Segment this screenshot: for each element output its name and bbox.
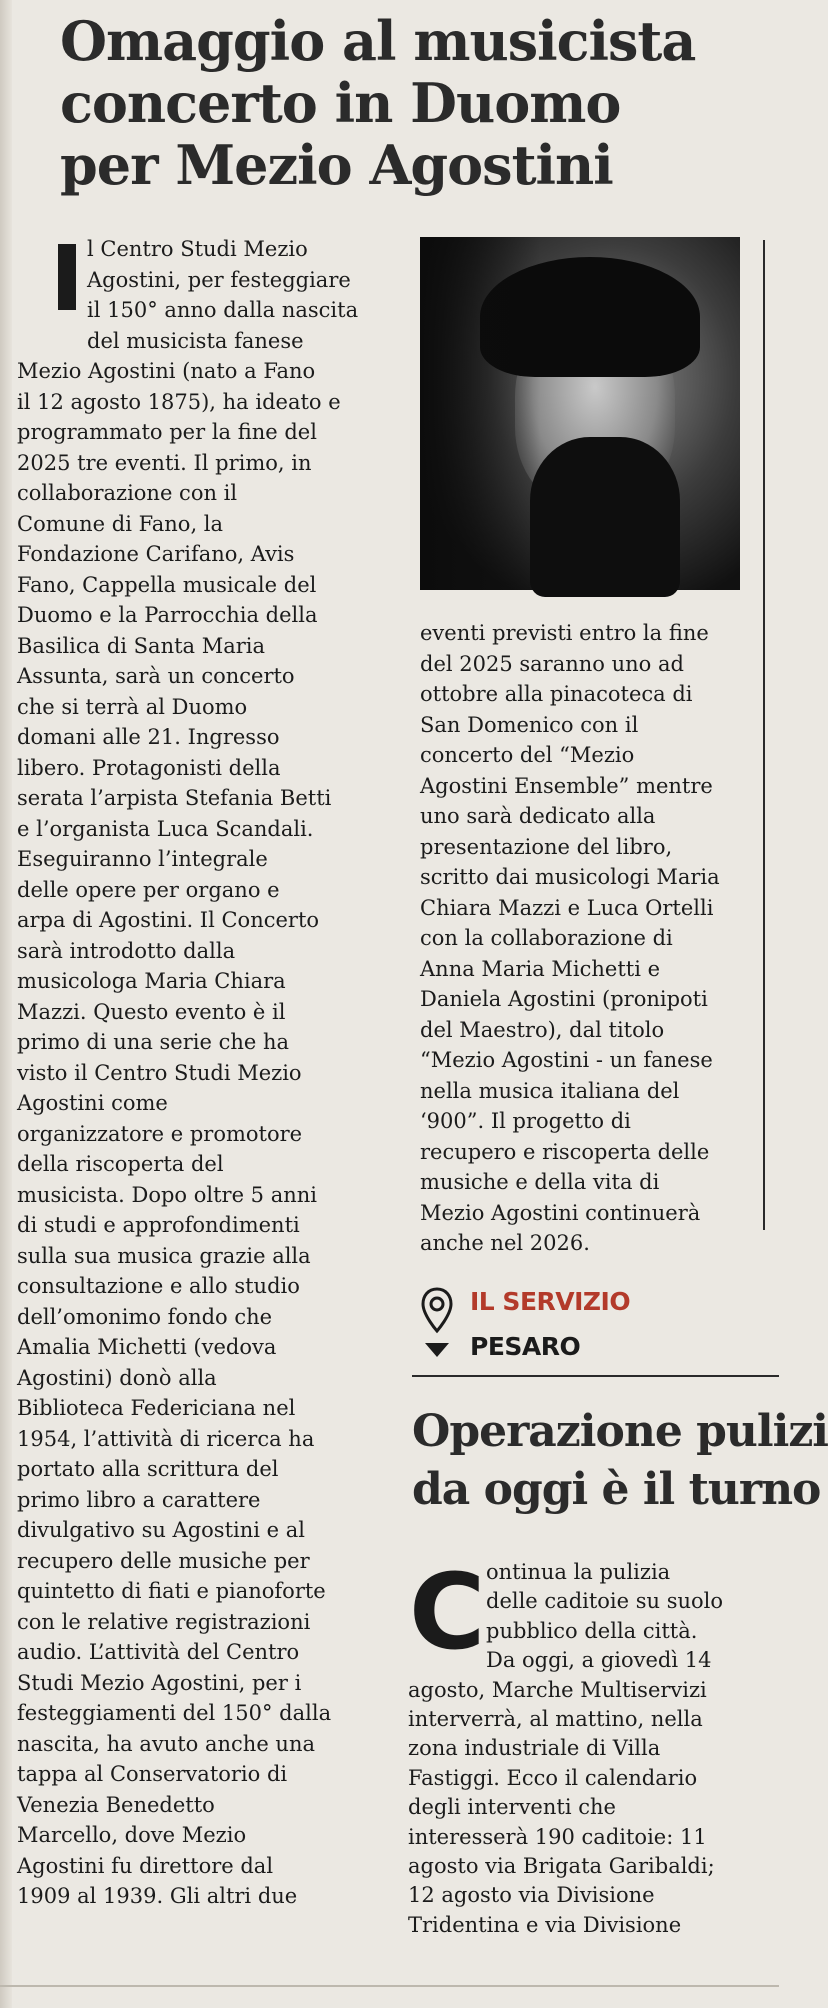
text-line: Biblioteca Federiciana nel — [17, 1396, 296, 1420]
text-line: Mezio Agostini (nato a Fano — [17, 359, 316, 383]
text-line: serata l’arpista Stefania Betti — [17, 786, 332, 810]
text-line: della riscoperta del — [17, 1152, 224, 1176]
text-line: audio. L’attività del Centro — [17, 1640, 300, 1664]
text-line: ‘900”. Il progetto di — [420, 1109, 631, 1133]
text-line: primo di una serie che ha — [17, 1030, 290, 1054]
text-line: del musicista fanese — [87, 328, 304, 353]
portrait-photo — [420, 237, 740, 590]
text-line: Tridentina e via Divisione — [408, 1912, 682, 1937]
text-line: agosto, Marche Multiservizi — [408, 1677, 707, 1702]
text-line: Assunta, sarà un concerto — [17, 664, 295, 688]
text-line: musicologa Maria Chiara — [17, 969, 286, 993]
text-line: 1909 al 1939. Gli altri due — [17, 1884, 298, 1908]
text-line: Agostini fu direttore dal — [17, 1853, 274, 1878]
portrait-shadow — [420, 237, 540, 590]
text-line: di studi e approfondimenti — [17, 1213, 300, 1237]
text-line: portato alla scrittura del — [17, 1457, 279, 1481]
dropcap-c: C — [409, 1551, 486, 1673]
text-line: del Maestro), dal titolo — [420, 1017, 665, 1042]
text-line: con le relative registrazioni — [17, 1609, 311, 1634]
text-line: delle caditoie su suolo — [486, 1589, 724, 1614]
text-line: sulla sua musica grazie alla — [17, 1243, 311, 1268]
text-line: Anna Maria Michetti e — [420, 956, 661, 981]
text-line: San Domenico con il — [420, 712, 639, 737]
text-line: interesserà 190 caditoie: 11 — [408, 1824, 707, 1849]
headline-line: per Mezio Agostini — [60, 133, 613, 197]
text-line: libero. Protagonisti della — [17, 755, 281, 780]
location-pin-icon — [420, 1285, 454, 1359]
second-article-body — [408, 1551, 773, 1940]
section-title: IL SERVIZIO — [470, 1287, 631, 1316]
text-line: anche nel 2026. — [420, 1231, 590, 1255]
text-line: organizzatore e promotore — [17, 1121, 303, 1146]
text-line: che si terrà al Duomo — [17, 694, 248, 719]
text-line: concerto del “Mezio — [420, 743, 635, 767]
text-line: musicista. Dopo oltre 5 anni — [17, 1182, 317, 1207]
text-line: Duomo e la Parrocchia della — [17, 603, 318, 627]
text-line: agosto via Brigata Garibaldi; — [408, 1854, 715, 1879]
text-line: Mezio Agostini continuerà — [420, 1200, 701, 1225]
text-line: Marcello, dove Mezio — [17, 1823, 247, 1847]
text-line: primo libro a carattere — [17, 1487, 261, 1512]
text-line: collaborazione con il — [17, 481, 238, 505]
text-line: recupero delle musiche per — [17, 1548, 310, 1573]
text-line: nascita, ha avuto anche una — [17, 1731, 315, 1756]
text-line: 2025 tre eventi. Il primo, in — [17, 450, 312, 475]
text-line: Fastiggi. Ecco il calendario — [408, 1765, 698, 1790]
text-line: Venezia Benedetto — [17, 1792, 215, 1817]
text-line: delle opere per organo e — [17, 877, 280, 902]
portrait-beard — [530, 437, 680, 597]
text-line: il 150° anno dalla nascita — [87, 298, 359, 322]
text-line: Eseguiranno l’integrale — [17, 847, 268, 871]
text-line: 12 agosto via Divisione — [408, 1883, 655, 1908]
text-line: degli interventi che — [408, 1795, 616, 1820]
text-line: domani alle 21. Ingresso — [17, 725, 280, 749]
text-line: interverrà, al mattino, nella — [408, 1707, 703, 1732]
text-line: e l’organista Luca Scandali. — [17, 816, 314, 841]
text-line: Agostini, per festeggiare — [87, 267, 351, 292]
text-line: Comune di Fano, la — [17, 511, 224, 536]
second-article-headline — [412, 1403, 828, 1519]
text-line: uno sarà dedicato alla — [420, 804, 656, 828]
text-line: 1954, l’attività di ricerca ha — [17, 1426, 315, 1451]
text-line: Amalia Michetti (vedova — [17, 1335, 277, 1359]
headline-line: concerto in Duomo — [60, 71, 621, 135]
text-line: musiche e della vita di — [420, 1170, 660, 1194]
text-line: consultazione e allo studio — [17, 1274, 300, 1298]
text-line: scritto dai musicologi Maria — [420, 865, 720, 889]
text-line: zona industriale di Villa — [408, 1736, 661, 1761]
text-line: con la collaborazione di — [420, 926, 673, 950]
text-line: l Centro Studi Mezio — [87, 237, 308, 261]
text-line: Agostini) donò alla — [17, 1365, 217, 1390]
text-line: Agostini come — [17, 1091, 168, 1115]
text-line: Daniela Agostini (pronipoti — [420, 987, 708, 1011]
text-line: Chiara Mazzi e Luca Ortelli — [420, 895, 714, 920]
section-rule — [412, 1375, 779, 1377]
text-line: programmato per la fine del — [17, 420, 317, 444]
text-line: ontinua la pulizia — [486, 1560, 671, 1584]
text-line: ottobre alla pinacoteca di — [420, 682, 693, 706]
text-line: Studi Mezio Agostini, per i — [17, 1670, 302, 1695]
page-bottom-rule — [0, 1985, 779, 1987]
text-line: Basilica di Santa Maria — [17, 633, 266, 658]
article-body-right — [420, 618, 760, 1259]
text-line: tappa al Conservatorio di — [17, 1762, 288, 1786]
section-subtitle: PESARO — [470, 1332, 581, 1361]
text-line: festeggiamenti del 150° dalla — [17, 1701, 332, 1725]
text-line: Agostini Ensemble” mentre — [420, 773, 713, 798]
text-line: Fondazione Carifano, Avis — [17, 542, 295, 566]
text-line: arpa di Agostini. Il Concerto — [17, 908, 320, 932]
text-line: divulgativo su Agostini e al — [17, 1518, 305, 1542]
text-line: eventi previsti entro la fine — [420, 621, 709, 645]
text-line: del 2025 saranno uno ad — [420, 651, 684, 676]
headline-line: Operazione pulizi — [412, 1406, 828, 1457]
column-divider — [763, 240, 765, 1230]
text-line: nella musica italiana del — [420, 1078, 680, 1103]
text-line: recupero e riscoperta delle — [420, 1139, 710, 1164]
text-line: presentazione del libro, — [420, 834, 673, 859]
text-line: quintetto di fiati e pianoforte — [17, 1579, 326, 1603]
headline-line: Omaggio al musicista — [60, 9, 696, 73]
text-line: sarà introdotto dalla — [17, 938, 236, 963]
text-line: il 12 agosto 1875), ha ideato e — [17, 389, 341, 414]
headline-line: da oggi è il turno — [412, 1464, 821, 1515]
text-line: visto il Centro Studi Mezio — [17, 1060, 302, 1085]
text-line: Da oggi, a giovedì 14 — [486, 1648, 712, 1673]
text-line: “Mezio Agostini - un fanese — [420, 1048, 713, 1072]
page-edge — [0, 0, 12, 2008]
text-line: Mazzi. Questo evento è il — [17, 999, 286, 1024]
text-line: dell’omonimo fondo che — [17, 1304, 273, 1329]
article-body-left — [17, 234, 407, 1912]
text-line: pubblico della città. — [486, 1618, 698, 1643]
article-headline — [60, 10, 760, 196]
text-line: Fano, Cappella musicale del — [17, 572, 317, 597]
